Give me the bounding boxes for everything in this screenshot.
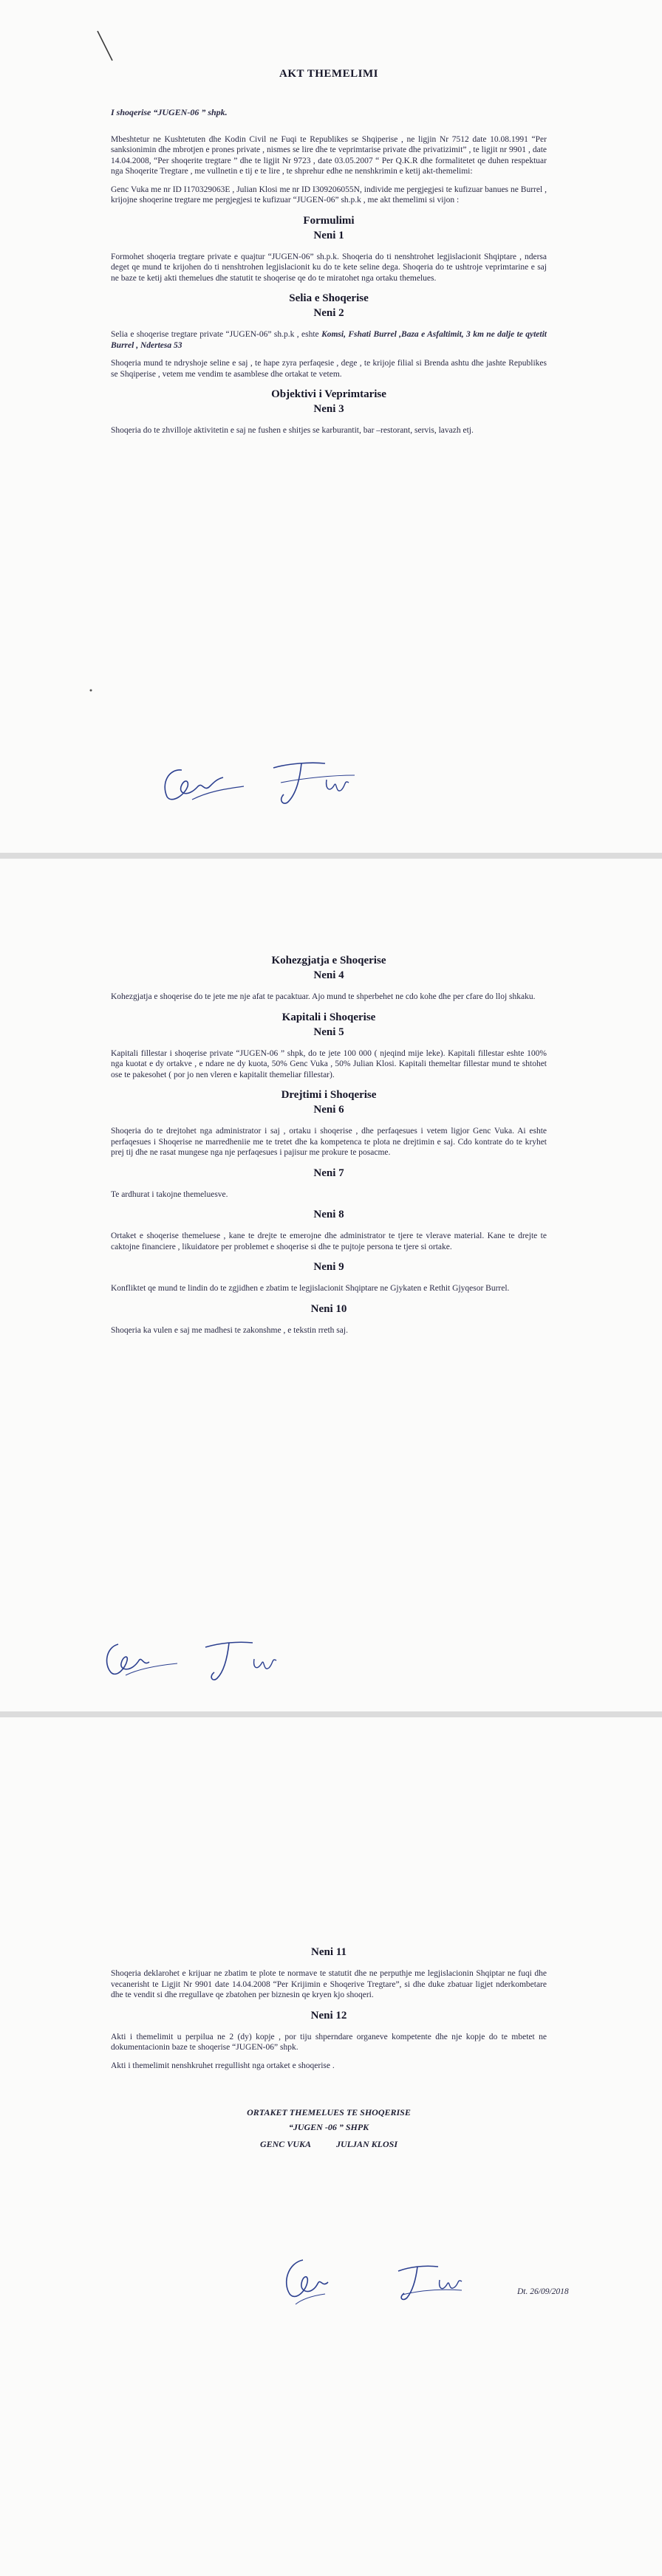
article-1-text: Formohet shoqeria tregtare private e quajtur “JUGEN-06” sh.p.k. Shoqeria do ti nenshtrohet legjislacionit Shqiptare , ndersa deget qe mund te krijohen do ti nenshtrohen legjislacionit ku do te kete seline dega. Shoqeria do te ushtroje veprimtarine e saj ne baze te ketij akti themelues dhe statutit te shoqerise qe do te miratohet nga ortaku themelues. — [111, 252, 547, 283]
article-number: Neni 9 — [313, 1261, 344, 1273]
document-date: Dt. 26/09/2018 — [517, 2287, 569, 2296]
signature-julian-klosi — [388, 2256, 469, 2308]
section-heading-neni-10 — [111, 1302, 547, 1316]
article-number: Neni 2 — [313, 307, 344, 319]
article-number: Neni 3 — [313, 403, 344, 415]
founder-name-2: JULJAN KLOSI — [336, 2139, 398, 2149]
intro-paragraph: Mbeshtetur ne Kushtetuten dhe Kodin Civil ne Fuqi te Republikes se Shqiperise , ne ligjin Nr 7512 date 10.08.1991 “Per sanksionimin dhe mbrotjen e prones private , nismes se lire dhe te veprimtarise private dhe privatizimit” , te ligjit nr 9901 , date 14.04.2008, “Per shoqerite tregtare ” dhe te ligjit Nr 9723 , date 03.05.2007 “ Per Q.K.R dhe formalitetet qe duhen respektuar nga Shoqerite Tregtare , me vullnetin e tij e te lire , te shprehur edhe ne nenshkrimin e ketij akt-themelimi: — [111, 134, 547, 176]
document-title: AKT THEMELIMI — [279, 68, 378, 80]
article-4-text: Kohezgjatja e shoqerise do te jete me nje afat te pacaktuar. Ajo mund te shperbehet ne cdo kohe dhe per cfare do lloj shkaku. — [111, 992, 536, 1001]
section-heading-neni-8 — [111, 1207, 547, 1222]
section-heading-drejtimi — [111, 1088, 547, 1117]
article-11-text: Shoqeria deklarohet e krijuar ne zbatim te plote te normave te statutit dhe ne perputhje me legjislacionin Shqiptar ne fuqi dhe vecanerisht te Ligjit Nr 9901 date 14.04.2008 “Per Krijimin e Shoqerive Tregtare”, si dhe duke zbatuar ligjet nderkombetare dhe te vendit si dhe rregullave qe zbatohen per biznesin qe kryen kjo shoqeri. — [111, 1969, 547, 1999]
founders-company: “JUGEN -06 ” SHPK — [288, 2122, 369, 2132]
article-number: Neni 6 — [313, 1104, 344, 1116]
signature-genc-vuka — [155, 757, 273, 808]
article-number: Neni 10 — [310, 1302, 347, 1315]
article-12-text-2: Akti i themelimit nenshkruhet rregullisht nga ortaket e shoqerise . — [111, 2061, 335, 2070]
section-heading-neni-7 — [111, 1166, 547, 1181]
pen-stroke-mark — [95, 28, 117, 65]
company-line: I shoqerise “JUGEN-06 ” shpk. — [111, 107, 228, 117]
section-heading-neni-11 — [111, 1945, 547, 1960]
section-title: Kohezgjatja e Shoqerise — [271, 955, 386, 966]
article-number: Neni 8 — [313, 1209, 344, 1220]
article-12-text: Akti i themelimit u perpilua ne 2 (dy) kopje , por tiju shperndare organeve kompetente dhe nje kopje do te mbetet ne dokumentacionin baze te shoqerise “JUGEN-06” shpk. — [111, 2032, 547, 2052]
section-heading-formulimi — [111, 213, 547, 243]
section-heading-objektivi — [111, 387, 547, 416]
article-2-text-2: Shoqeria mund te ndryshoje seline e saj , te hape zyra perfaqesie , dege , te krijoje filial si Brenda ashtu dhe jashte Republikes se Shqiperise , vetem me vendim te asamblese dhe ortakat te vetem. — [111, 359, 547, 379]
signature-julian-klosi — [259, 753, 377, 812]
article-number: Neni 12 — [310, 2009, 347, 2022]
founders-paragraph: Genc Vuka me nr ID I170329063E , Julian Klosi me nr ID I309206055N, individe me pergjegjesi te kufizuar banues ne Burrel , krijojne shoqerine tregtare me pergjegjesi te kufizuar “JUGEN-06” sh.p.k , me akt themelimi si vijon : — [111, 185, 547, 205]
section-heading-neni-9 — [111, 1260, 547, 1274]
section-title: Drejtimi i Shoqerise — [281, 1089, 377, 1101]
section-heading-neni-12 — [111, 2008, 547, 2023]
founders-names — [111, 2139, 547, 2150]
section-title: Objektivi i Veprimtarise — [271, 388, 386, 400]
section-heading-kohezgjatja — [111, 953, 547, 983]
article-2-text-start: Selia e shoqerise tregtare private “JUGEN-06” sh.p.k , eshte — [111, 330, 322, 339]
article-5-text: Kapitali fillestar i shoqerise private “JUGEN-06 ” shpk, do te jete 100 000 ( njeqind mije leke). Kapitali fillestar eshte 100% nga kuotat e dy ortakve , e ndare ne dy kuota, 50% Genc Vuka , 50% Julian Klosi. Kapitali themeltar fillestar mund te shtohet ose te pakesohet ( por jo nen vleren e kapitalit themeliar fillestar). — [111, 1048, 547, 1079]
ink-dot — [87, 687, 95, 694]
section-title: Selia e Shoqerise — [289, 292, 369, 304]
article-3-text: Shoqeria do te zhvilloje aktivitetin e saj ne fushen e shitjes se karburantit, bar –restorant, servis, lavazh etj. — [111, 426, 474, 435]
document-page-3 — [0, 1717, 662, 2576]
founder-name-1: GENC VUKA — [259, 2139, 311, 2149]
article-number: Neni 11 — [311, 1946, 347, 1958]
signature-julian-klosi — [192, 1632, 303, 1691]
section-heading-selia — [111, 291, 547, 320]
article-2-text — [111, 329, 547, 351]
article-number: Neni 5 — [313, 1026, 344, 1038]
article-number: Neni 1 — [313, 229, 344, 241]
section-heading-kapitali — [111, 1010, 547, 1040]
signature-genc-vuka — [96, 1634, 207, 1686]
article-number: Neni 4 — [313, 969, 344, 981]
article-6-text: Shoqeria do te drejtohet nga administrator i saj , ortaku i shoqerise , dhe perfaqesues i vetem ligjor Genc Vuka. Ai eshte perfaqesues i Shoqerise ne marredheniie me te tretet dhe ka kompetenca te plota ne drejtimin e saj. Cdo kontrate do te kryhet prej tij dhe ne rasat mungese nga nje perfaqesues i pajisur me prokure te posacme. — [111, 1127, 547, 1157]
article-number: Neni 7 — [313, 1167, 344, 1179]
article-9-text: Konfliktet qe mund te lindin do te zgjidhen e zbatim te legjislacionit Shqiptare ne Gjykaten e Rethit Gjyqesor Burrel. — [111, 1284, 510, 1293]
section-title: Formulimi — [303, 214, 355, 227]
document-page-2 — [0, 859, 662, 1711]
article-8-text: Ortaket e shoqerise themeluese , kane te drejte te emerojne dhe administrator te tjere te vlerave material. Kane te drejte te caktojne financiere , likuidatore per problemet e shoqerise si dhe te pujtoje persona te tjere si ortake. — [111, 1232, 547, 1251]
article-10-text: Shoqeria ka vulen e saj me madhesi te zakonshme , e tekstin rreth saj. — [111, 1325, 348, 1335]
company-address: Komsi, Fshati Burrel ,Baza e Asfaltimit, 3 km ne dalje te qytetit Burrel , Ndertesa 53 — [111, 330, 547, 350]
signature-genc-vuka — [273, 2253, 340, 2312]
article-7-text: Te ardhurat i takojne themeluesve. — [111, 1189, 228, 1199]
section-title: Kapitali i Shoqerise — [281, 1011, 376, 1023]
document-page-1 — [0, 0, 662, 853]
founders-title: ORTAKET THEMELUES TE SHOQERISE — [247, 2107, 411, 2118]
